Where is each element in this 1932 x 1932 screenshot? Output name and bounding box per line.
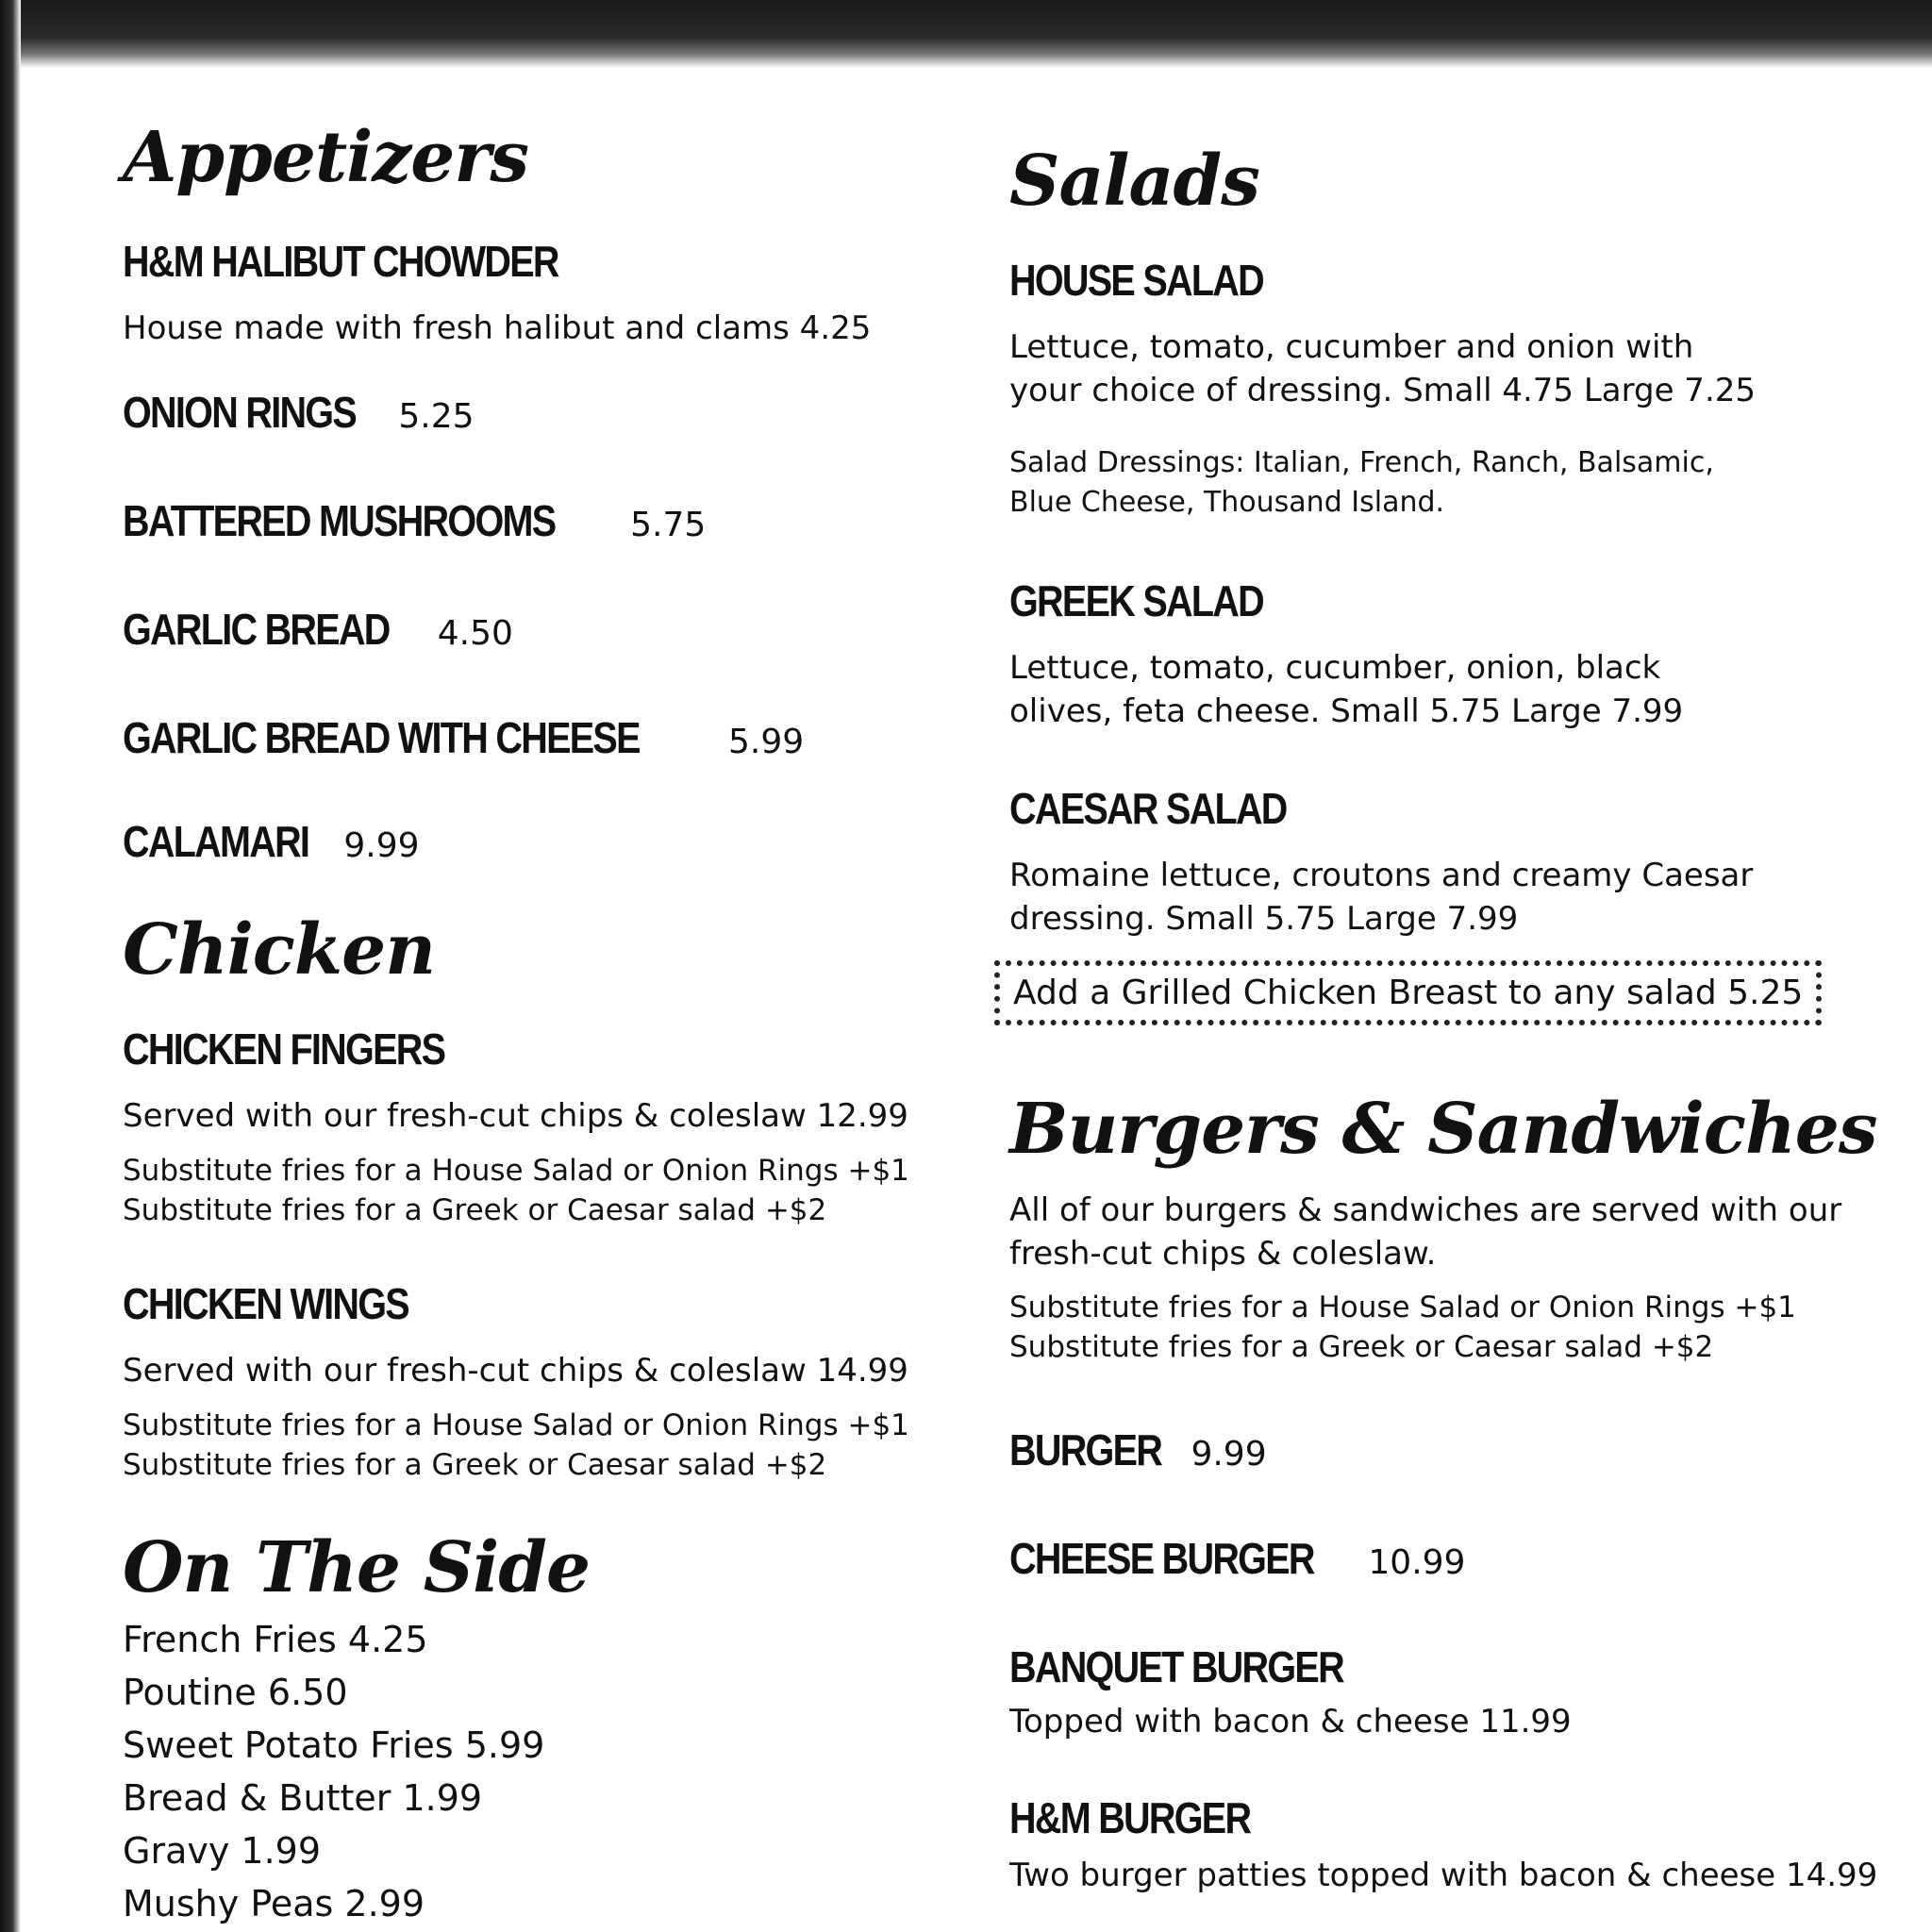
substitution-note: Substitute fries for a House Salad or Onion Rings +$1: [123, 1408, 909, 1442]
menu-item: [1009, 1792, 1290, 1843]
item-price: 5.75: [630, 506, 707, 544]
item-name: GARLIC BREAD WITH CHEESE: [123, 713, 640, 762]
side-list: [123, 1613, 544, 1930]
item-name: BATTERED MUSHROOMS: [123, 496, 556, 545]
item-description: Served with our fresh-cut chips & coleslaw 12.99: [123, 1097, 908, 1135]
item-name: GREEK SALAD: [1009, 576, 1264, 625]
item-price: 9.99: [343, 826, 420, 865]
menu-item: [123, 712, 804, 763]
menu-item: [123, 1278, 455, 1329]
substitution-note: Substitute fries for a Greek or Caesar salad +$2: [1009, 1330, 1714, 1364]
appetizers-title: Appetizers: [123, 117, 529, 198]
item-name: HOUSE SALAD: [1009, 256, 1264, 305]
menu-left-border: [0, 0, 21, 1932]
item-description: Lettuce, tomato, cucumber, onion, black: [1009, 649, 1661, 687]
item-description: Topped with bacon & cheese 11.99: [1009, 1703, 1572, 1740]
menu-item: [123, 236, 629, 287]
substitution-note: Substitute fries for a House Salad or Onion Rings +$1: [1009, 1291, 1796, 1324]
dressing-note: Salad Dressings: Italian, French, Ranch, Balsamic,: [1009, 446, 1714, 479]
chicken-title: Chicken: [123, 909, 436, 991]
side-item: French Fries 4.25: [123, 1619, 428, 1660]
item-name: CAESAR SALAD: [1009, 784, 1287, 833]
menu-top-border: [0, 0, 1932, 68]
item-price: 10.99: [1368, 1543, 1466, 1582]
side-item: Mushy Peas 2.99: [123, 1883, 425, 1924]
section-intro: fresh-cut chips & coleslaw.: [1009, 1235, 1437, 1273]
substitution-note: Substitute fries for a Greek or Caesar salad +$2: [123, 1193, 827, 1227]
section-intro: All of our burgers & sandwiches are served with our: [1009, 1191, 1842, 1229]
item-description: Lettuce, tomato, cucumber and onion with: [1009, 328, 1694, 366]
item-name: CHICKEN WINGS: [123, 1279, 408, 1328]
side-item: Bread & Butter 1.99: [123, 1777, 483, 1819]
menu-item: [1009, 1641, 1398, 1692]
item-description: Two burger patties topped with bacon & cheese 14.99: [1009, 1857, 1878, 1894]
salads-title: Salads: [1009, 141, 1259, 222]
item-description: olives, feta cheese. Small 5.75 Large 7.99: [1009, 692, 1684, 730]
item-description: Romaine lettuce, croutons and creamy Caesar: [1009, 857, 1754, 894]
item-name: BURGER: [1009, 1425, 1162, 1474]
item-description: Served with our fresh-cut chips & coleslaw 14.99: [123, 1352, 908, 1390]
item-name: H&M HALIBUT CHOWDER: [123, 237, 558, 286]
substitution-note: Substitute fries for a Greek or Caesar salad +$2: [123, 1448, 827, 1482]
menu-item: [1009, 1533, 1465, 1584]
menu-item: [1009, 575, 1305, 626]
item-description: House made with fresh halibut and clams 4.25: [123, 309, 872, 347]
item-name: H&M BURGER: [1009, 1793, 1251, 1842]
menu-item: [1009, 255, 1305, 306]
menu-item: [123, 816, 420, 867]
menu-item: [123, 1024, 497, 1074]
menu-item: [1009, 783, 1331, 834]
item-name: GARLIC BREAD: [123, 605, 390, 654]
add-chicken-callout: Add a Grilled Chicken Breast to any salad 5.25: [994, 960, 1822, 1025]
side-item: Sweet Potato Fries 5.99: [123, 1724, 545, 1766]
side-item: Poutine 6.50: [123, 1672, 348, 1713]
item-name: ONION RINGS: [123, 388, 357, 437]
burgers-title: Burgers & Sandwiches: [1009, 1089, 1877, 1170]
on-the-side-title: On The Side: [123, 1527, 591, 1608]
menu-item: [123, 495, 706, 546]
menu-item: [123, 387, 475, 438]
item-description: dressing. Small 5.75 Large 7.99: [1009, 900, 1519, 938]
item-price: 4.50: [437, 614, 513, 653]
item-price: 5.99: [728, 723, 805, 761]
item-name: CHICKEN FINGERS: [123, 1024, 445, 1074]
substitution-note: Substitute fries for a House Salad or Onion Rings +$1: [123, 1154, 909, 1188]
side-item: Gravy 1.99: [123, 1830, 322, 1872]
item-name: CALAMARI: [123, 817, 309, 866]
item-price: 9.99: [1191, 1435, 1267, 1474]
menu-item: [1009, 1424, 1267, 1475]
appetizers-section: [123, 117, 529, 198]
item-price: 5.25: [398, 397, 475, 436]
item-description: your choice of dressing. Small 4.75 Large 7.25: [1009, 372, 1757, 409]
item-name: BANQUET BURGER: [1009, 1642, 1343, 1691]
item-name: CHEESE BURGER: [1009, 1534, 1314, 1583]
menu-item: [123, 604, 513, 655]
dressing-note: Blue Cheese, Thousand Island.: [1009, 486, 1445, 519]
